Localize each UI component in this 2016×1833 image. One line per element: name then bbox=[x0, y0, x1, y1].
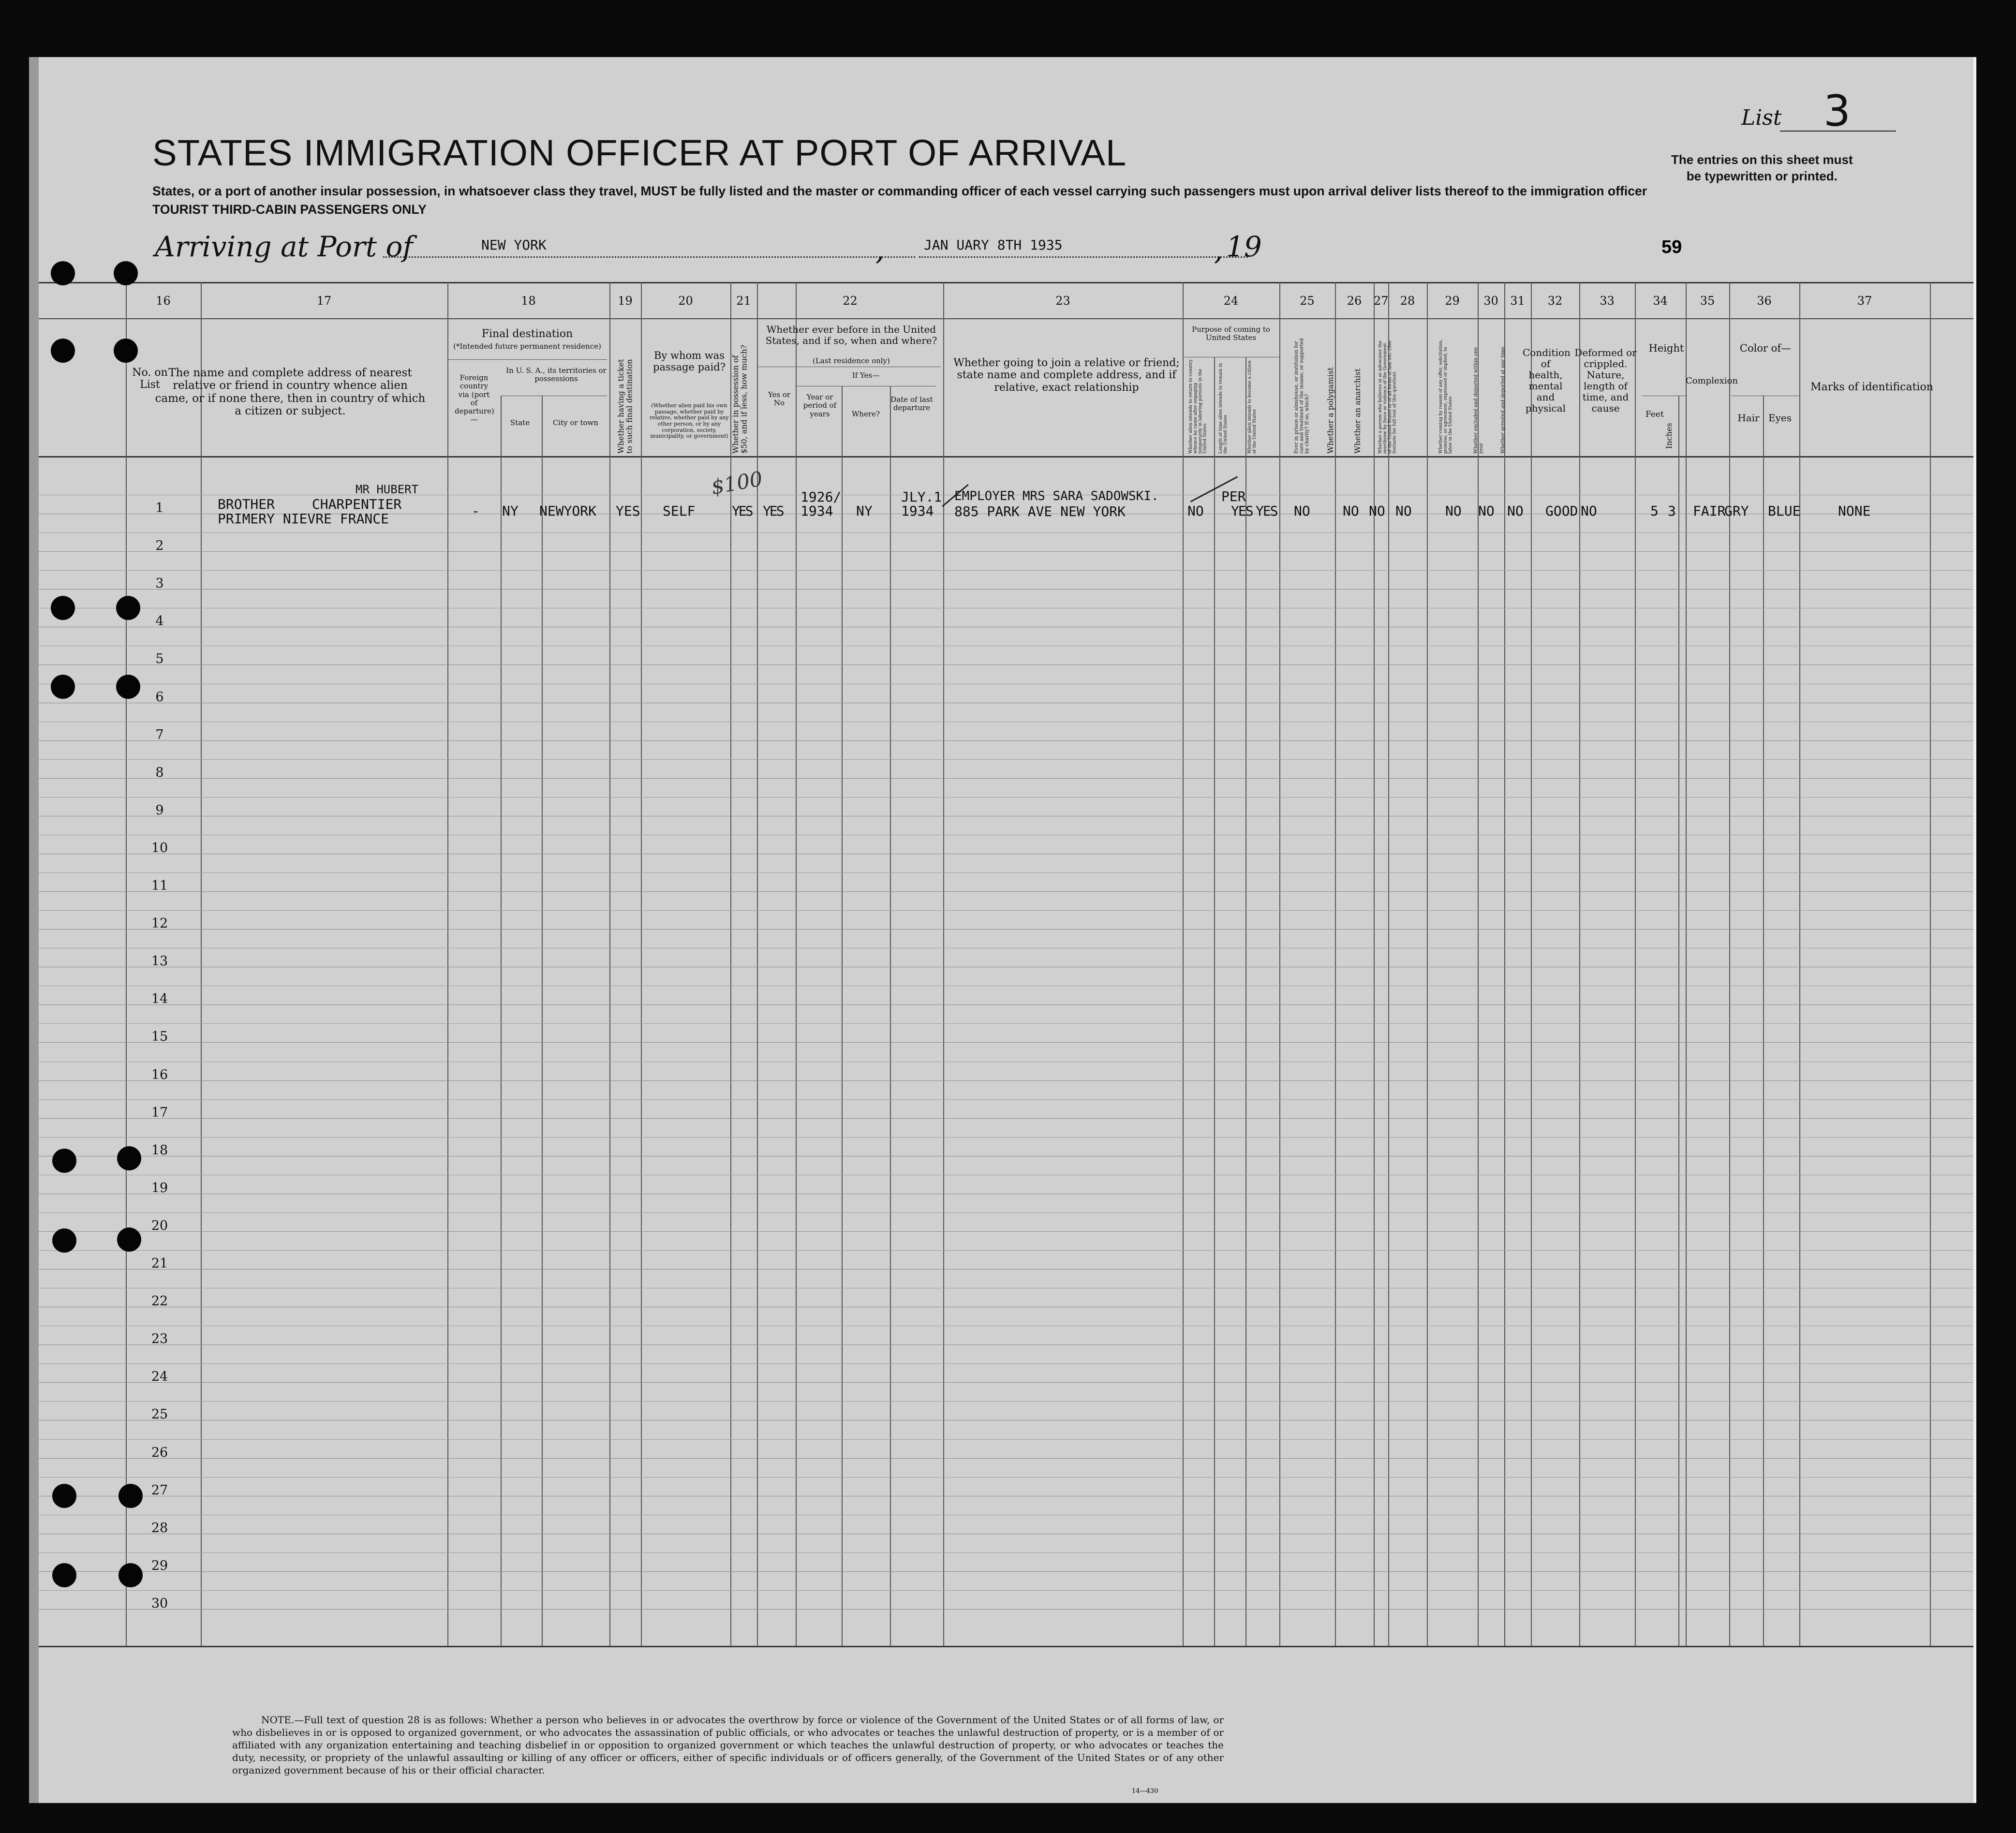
form-code: 14—430 bbox=[1132, 1788, 1158, 1795]
column-divider bbox=[1427, 282, 1428, 1646]
column-number: 33 bbox=[1600, 294, 1615, 308]
column-number: 18 bbox=[521, 294, 536, 308]
header-col-23: Whether going to join a relative or friend; state name and complete address, and if relative, exact relationship bbox=[953, 357, 1180, 394]
column-divider bbox=[1478, 282, 1479, 1646]
row-number: 2 bbox=[155, 538, 164, 554]
row-number: 24 bbox=[151, 1369, 168, 1385]
subheader-if-yes: If Yes— bbox=[852, 371, 880, 380]
row-number: 18 bbox=[151, 1142, 168, 1158]
binder-hole bbox=[114, 261, 138, 285]
row-number: 22 bbox=[151, 1294, 168, 1309]
column-number: 30 bbox=[1483, 294, 1498, 308]
city-cell: NEWYORK bbox=[539, 503, 597, 519]
row-rule bbox=[39, 872, 1973, 873]
column-number: 27 bbox=[1374, 294, 1389, 308]
relative-name-line0: MR HUBERT bbox=[356, 483, 419, 496]
port-line bbox=[383, 256, 915, 258]
rule-18-sub bbox=[447, 359, 607, 360]
binder-hole bbox=[52, 1484, 76, 1508]
header-col-28: Whether a person who believes in or advocates the overthrow by force or violence of the Government of the United States or of all forms of law, etc. (See footnote for full text of this question) bbox=[1378, 340, 1397, 454]
column-number-rule bbox=[39, 318, 1973, 319]
header-col-35: Complexion bbox=[1686, 376, 1738, 386]
q28-cell: NO bbox=[1395, 503, 1412, 519]
row-number: 29 bbox=[151, 1558, 168, 1573]
header-col-31: Whether arrested and deported at any time bbox=[1500, 346, 1506, 454]
binder-hole bbox=[116, 675, 140, 699]
row-rule bbox=[39, 1118, 1973, 1119]
row-number: 25 bbox=[151, 1407, 168, 1422]
column-divider bbox=[1245, 357, 1246, 1646]
subheader-purpose-a: Whether alien intends to return to country whence he came after engaging temporarily in laboring pursuits in the United States bbox=[1188, 359, 1208, 454]
column-divider bbox=[1579, 282, 1580, 1646]
column-divider bbox=[1799, 282, 1800, 1646]
state-cell: NY bbox=[502, 503, 519, 519]
column-number: 19 bbox=[618, 294, 633, 308]
instruction-line-2: be typewritten or printed. bbox=[1686, 168, 1838, 183]
row-number: 8 bbox=[155, 765, 164, 780]
row-number: 11 bbox=[151, 878, 168, 893]
polygamist-cell: NO bbox=[1343, 503, 1359, 519]
row-rule bbox=[39, 740, 1973, 741]
row-rule bbox=[39, 1439, 1973, 1440]
row-rule bbox=[39, 1571, 1973, 1572]
header-col-26: Whether a polygamist bbox=[1326, 367, 1335, 454]
header-col-20: By whom was passage paid? bbox=[653, 350, 726, 373]
row-rule bbox=[39, 589, 1973, 590]
header-col-29: Whether coming by reason of any offer, solicitation, promise, or agreement, expressed or implied, to labor in the United States bbox=[1438, 339, 1453, 454]
header-col-32: Condition of health, mental and physical bbox=[1523, 347, 1571, 414]
port-value: NEW YORK bbox=[481, 237, 547, 253]
column-divider bbox=[796, 282, 797, 1646]
row-rule bbox=[39, 1212, 1973, 1213]
header-col-27: Whether an anarchist bbox=[1353, 368, 1362, 454]
anarchist-cell: NO bbox=[1369, 503, 1385, 519]
subheader-yes-no: Yes or No bbox=[768, 390, 791, 408]
purpose-citizen-cell: YES bbox=[1231, 503, 1253, 519]
eyes-cell: BLUE bbox=[1768, 503, 1801, 519]
row-rule bbox=[39, 551, 1973, 552]
row-rule bbox=[39, 797, 1973, 798]
binder-hole bbox=[51, 339, 75, 363]
row-rule bbox=[39, 1042, 1973, 1043]
year-prefix: 19 bbox=[1226, 230, 1262, 263]
header-col-36: Color of— bbox=[1739, 342, 1792, 354]
purpose-extra-cell: YES bbox=[1256, 503, 1277, 519]
binder-hole bbox=[117, 1146, 141, 1170]
row-rule bbox=[39, 1458, 1973, 1459]
binder-hole bbox=[117, 1227, 141, 1252]
column-number: 36 bbox=[1757, 294, 1772, 308]
header-col-30: Whether excluded and deported within one year bbox=[1473, 347, 1484, 454]
list-label: List bbox=[1741, 105, 1782, 130]
header-bottom-rule bbox=[39, 456, 1973, 458]
row-number: 17 bbox=[151, 1105, 168, 1120]
column-number: 25 bbox=[1300, 294, 1315, 308]
column-number: 34 bbox=[1653, 294, 1668, 308]
row-rule bbox=[39, 1023, 1973, 1024]
row-number: 15 bbox=[151, 1029, 168, 1045]
binder-hole bbox=[51, 261, 75, 285]
date-value: JAN UARY 8TH 1935 bbox=[924, 237, 1063, 253]
header-col-33: Deformed or crippled. Nature, length of time, and cause bbox=[1574, 347, 1637, 414]
binder-hole bbox=[52, 1149, 76, 1173]
column-divider bbox=[1335, 282, 1336, 1646]
row-rule bbox=[39, 1137, 1973, 1138]
subheader-eyes: Eyes bbox=[1768, 412, 1792, 424]
fifty-annotation: $100 bbox=[709, 467, 765, 499]
row-rule bbox=[39, 1099, 1973, 1100]
row-rule bbox=[39, 1382, 1973, 1383]
column-number: 28 bbox=[1400, 294, 1415, 308]
date-last-cell: JLY.1 1934 bbox=[901, 489, 942, 519]
row-number: 26 bbox=[151, 1445, 168, 1460]
row-rule bbox=[39, 1477, 1973, 1478]
column-number: 35 bbox=[1700, 294, 1715, 308]
binder-hole bbox=[51, 596, 75, 620]
header-col-25: Ever in prison or almshouse, or institution for care and treatment of the insane, or supported by charity? If so, which? bbox=[1294, 338, 1310, 454]
header-col-21: Whether in possession of $50, and if less, how much? bbox=[731, 344, 749, 454]
row-rule bbox=[39, 570, 1973, 571]
column-divider bbox=[447, 282, 448, 1646]
subheader-where: Where? bbox=[851, 410, 880, 418]
feet-cell: 5 bbox=[1650, 503, 1659, 519]
binder-hole bbox=[52, 1228, 76, 1253]
row-rule bbox=[39, 910, 1973, 911]
column-divider bbox=[1183, 282, 1184, 1646]
row-rule bbox=[39, 891, 1973, 892]
column-divider bbox=[1930, 282, 1931, 1646]
joining-line1: EMPLOYER MRS SARA SADOWSKI. bbox=[954, 489, 1159, 503]
column-number: 26 bbox=[1347, 294, 1362, 308]
purpose-return-cell: NO bbox=[1187, 503, 1204, 519]
row-rule bbox=[39, 778, 1973, 779]
row-number: 19 bbox=[151, 1180, 168, 1196]
subtitle: States, or a port of another insular possession, in whatsoever class they travel, MUST be fully listed and the master or commanding officer of each vessel carrying such passengers must upon arrival deliver lists thereof to the immigration officer bbox=[152, 184, 1647, 198]
class-line: TOURIST THIRD-CABIN PASSENGERS ONLY bbox=[152, 202, 427, 217]
column-number: 32 bbox=[1547, 294, 1563, 308]
relative-name-line2: PRIMERY NIEVRE FRANCE bbox=[218, 511, 389, 527]
column-divider bbox=[1729, 282, 1730, 1646]
column-number: 20 bbox=[678, 294, 693, 308]
row-rule bbox=[39, 1250, 1973, 1251]
row-rule bbox=[39, 1590, 1973, 1591]
joining-line2: 885 PARK AVE NEW YORK bbox=[954, 503, 1126, 519]
binder-hole bbox=[52, 1563, 76, 1587]
list-number: 3 bbox=[1823, 86, 1851, 136]
row-number: 10 bbox=[151, 840, 168, 856]
row-number: 21 bbox=[151, 1256, 168, 1271]
subheader-date-last: Date of last departure bbox=[890, 395, 933, 413]
column-number: 17 bbox=[316, 294, 332, 308]
header-col-18-note: (*Intended future permanent residence) bbox=[453, 342, 601, 351]
row-number: 12 bbox=[151, 916, 168, 931]
header-col-24: Purpose of coming to United States bbox=[1192, 325, 1270, 342]
before-us-cell: YES bbox=[763, 503, 783, 519]
binder-hole bbox=[119, 1563, 143, 1587]
subheader-in-usa: In U. S. A., its territories or possessions bbox=[506, 366, 607, 384]
column-number: 16 bbox=[156, 294, 171, 308]
row-rule bbox=[39, 929, 1973, 930]
column-number: 23 bbox=[1055, 294, 1070, 308]
instruction-note bbox=[1671, 152, 1853, 185]
subheader-year-period: Year or period of years bbox=[803, 393, 837, 418]
subheader-feet: Feet bbox=[1645, 410, 1664, 419]
inches-cell: 3 bbox=[1668, 503, 1676, 519]
hair-cell: GRY bbox=[1724, 503, 1749, 519]
binder-hole bbox=[119, 1484, 143, 1508]
row-number: 5 bbox=[155, 651, 164, 667]
header-col-34: Height bbox=[1648, 342, 1684, 354]
row-rule bbox=[39, 1231, 1973, 1232]
row-number: 27 bbox=[151, 1482, 168, 1498]
subheader-state: State bbox=[510, 418, 530, 427]
row-number: 1 bbox=[155, 501, 164, 516]
row-number: 7 bbox=[155, 727, 164, 742]
row-number: 9 bbox=[155, 802, 164, 818]
purpose-length-cell: PER bbox=[1221, 488, 1246, 504]
header-col-17: The name and complete address of nearest relative or friend in country whence alien came, or if none there, then in country of which a citizen or subject. bbox=[155, 367, 426, 418]
prison-cell: NO bbox=[1294, 503, 1310, 519]
column-divider bbox=[1686, 282, 1687, 1646]
row-number: 6 bbox=[155, 689, 164, 705]
year-period-cell: 1926/ 1934 bbox=[800, 489, 842, 519]
column-divider bbox=[1388, 282, 1389, 1646]
comma-2: , bbox=[1214, 234, 1223, 266]
subheader-purpose-b: Length of time alien intends to remain in the United States bbox=[1218, 363, 1228, 454]
binder-hole bbox=[116, 596, 140, 620]
page-title: STATES IMMIGRATION OFFICER AT PORT OF ARRIVAL bbox=[152, 133, 1127, 174]
paid-by-cell: SELF bbox=[663, 503, 696, 519]
subheader-city: City or town bbox=[552, 418, 599, 427]
column-divider bbox=[1374, 282, 1375, 1646]
fifty-cell: YES bbox=[732, 503, 752, 519]
column-divider bbox=[126, 282, 127, 1646]
row-rule bbox=[39, 1401, 1973, 1402]
footnote: NOTE.—Full text of question 28 is as follows: Whether a person who believes in or advocates the overthrow by force or violence of the Government of the United States or of all forms of law, or who disbelieves in or is opposed to organized government, or who advocates the assassination of public officials, or who advocates or teaches the unlawful destruction of property, or is a member of or affiliated with any organization entertaining and teaching disbelief in or opposition to organized government or which teaches the unlawful destruction of property, or who advocates or teaches the duty, necessity, or propriety of the unlawful assaulting or killing of any officer or officers, either of specific individuals or of officers generally, of the Government of the United States or of any other organized government because of his or their official character. bbox=[232, 1714, 1224, 1776]
header-col-19: Whether having a ticket to such final destination bbox=[616, 359, 634, 454]
header-col-37: Marks of identification bbox=[1810, 381, 1933, 393]
column-number: 22 bbox=[843, 294, 858, 308]
row-number: 14 bbox=[151, 991, 168, 1007]
column-number: 21 bbox=[736, 294, 751, 308]
row-number: 3 bbox=[155, 576, 164, 591]
subheader-purpose-c: Whether alien intends to become a citizen of the United States bbox=[1247, 360, 1257, 454]
column-divider bbox=[842, 386, 843, 1646]
header-col-20-note: (Whether alien paid his own passage, whether paid by relative, whether paid by any other person, or by any corporation, society, municipality, or government) bbox=[650, 402, 729, 440]
row-number: 28 bbox=[151, 1520, 168, 1536]
column-number: 31 bbox=[1510, 294, 1525, 308]
table-top-rule bbox=[39, 282, 1973, 283]
row-number: 20 bbox=[151, 1218, 168, 1233]
column-divider bbox=[201, 282, 202, 1646]
where-cell: NY bbox=[856, 503, 873, 519]
subheader-inches: Inches bbox=[1664, 423, 1674, 449]
arriving-label: Arriving at Port of bbox=[155, 230, 413, 263]
subheader-foreign-country: Foreign country via (port of departure)— bbox=[455, 373, 494, 424]
sheet-code: 59 bbox=[1661, 237, 1682, 257]
row-rule bbox=[39, 532, 1973, 533]
row-rule bbox=[39, 1552, 1973, 1553]
column-divider bbox=[1279, 282, 1280, 1646]
marks-cell: NONE bbox=[1838, 503, 1871, 519]
binder-hole bbox=[51, 675, 75, 699]
column-divider bbox=[1214, 357, 1215, 1646]
column-divider bbox=[943, 282, 944, 1646]
column-number: 29 bbox=[1445, 294, 1460, 308]
column-number: 37 bbox=[1857, 294, 1872, 308]
subheader-hair: Hair bbox=[1737, 412, 1760, 424]
column-divider bbox=[1531, 282, 1532, 1646]
header-col-22-note: (Last residence only) bbox=[813, 356, 890, 365]
arrested-cell: NO bbox=[1507, 503, 1524, 519]
row-rule bbox=[39, 1080, 1973, 1081]
column-divider bbox=[641, 282, 642, 1646]
list-label-group bbox=[1741, 86, 1851, 136]
column-divider bbox=[1635, 282, 1636, 1646]
row-number: 13 bbox=[151, 954, 168, 969]
row-number: 4 bbox=[155, 614, 164, 629]
header-col-18: Final destination bbox=[481, 328, 573, 340]
row-number: 23 bbox=[151, 1331, 168, 1347]
row-rule bbox=[39, 1269, 1973, 1270]
date-line bbox=[919, 256, 1248, 258]
page-edge-shadow bbox=[29, 57, 39, 1803]
row-number: 30 bbox=[151, 1596, 168, 1611]
instruction-line-1: The entries on this sheet must bbox=[1671, 152, 1853, 167]
row-rule bbox=[39, 1363, 1973, 1364]
foreign-country-cell: - bbox=[472, 503, 480, 519]
offer-cell: NO bbox=[1445, 503, 1462, 519]
manifest-sheet bbox=[39, 57, 1976, 1803]
row-number: 16 bbox=[151, 1067, 168, 1082]
column-number: 24 bbox=[1223, 294, 1239, 308]
header-col-16: No. on List bbox=[132, 367, 168, 391]
deformed-cell: NO bbox=[1581, 503, 1597, 519]
ticket-cell: YES bbox=[616, 503, 640, 519]
column-divider bbox=[890, 386, 891, 1646]
relative-name-line1: BROTHER CHARPENTIER bbox=[218, 496, 402, 512]
comma-1: , bbox=[875, 234, 885, 266]
row-rule bbox=[39, 1609, 1973, 1610]
header-col-22: Whether ever before in the United States, and if so, when and where? bbox=[765, 324, 937, 346]
table-bottom-rule bbox=[39, 1646, 1973, 1647]
row-rule bbox=[39, 759, 1973, 760]
health-cell: GOOD bbox=[1545, 503, 1578, 519]
excluded-cell: NO bbox=[1478, 503, 1495, 519]
column-divider bbox=[609, 282, 610, 1646]
complexion-cell: FAIR bbox=[1693, 503, 1726, 519]
column-divider bbox=[1504, 282, 1505, 1646]
binder-hole bbox=[114, 339, 138, 363]
